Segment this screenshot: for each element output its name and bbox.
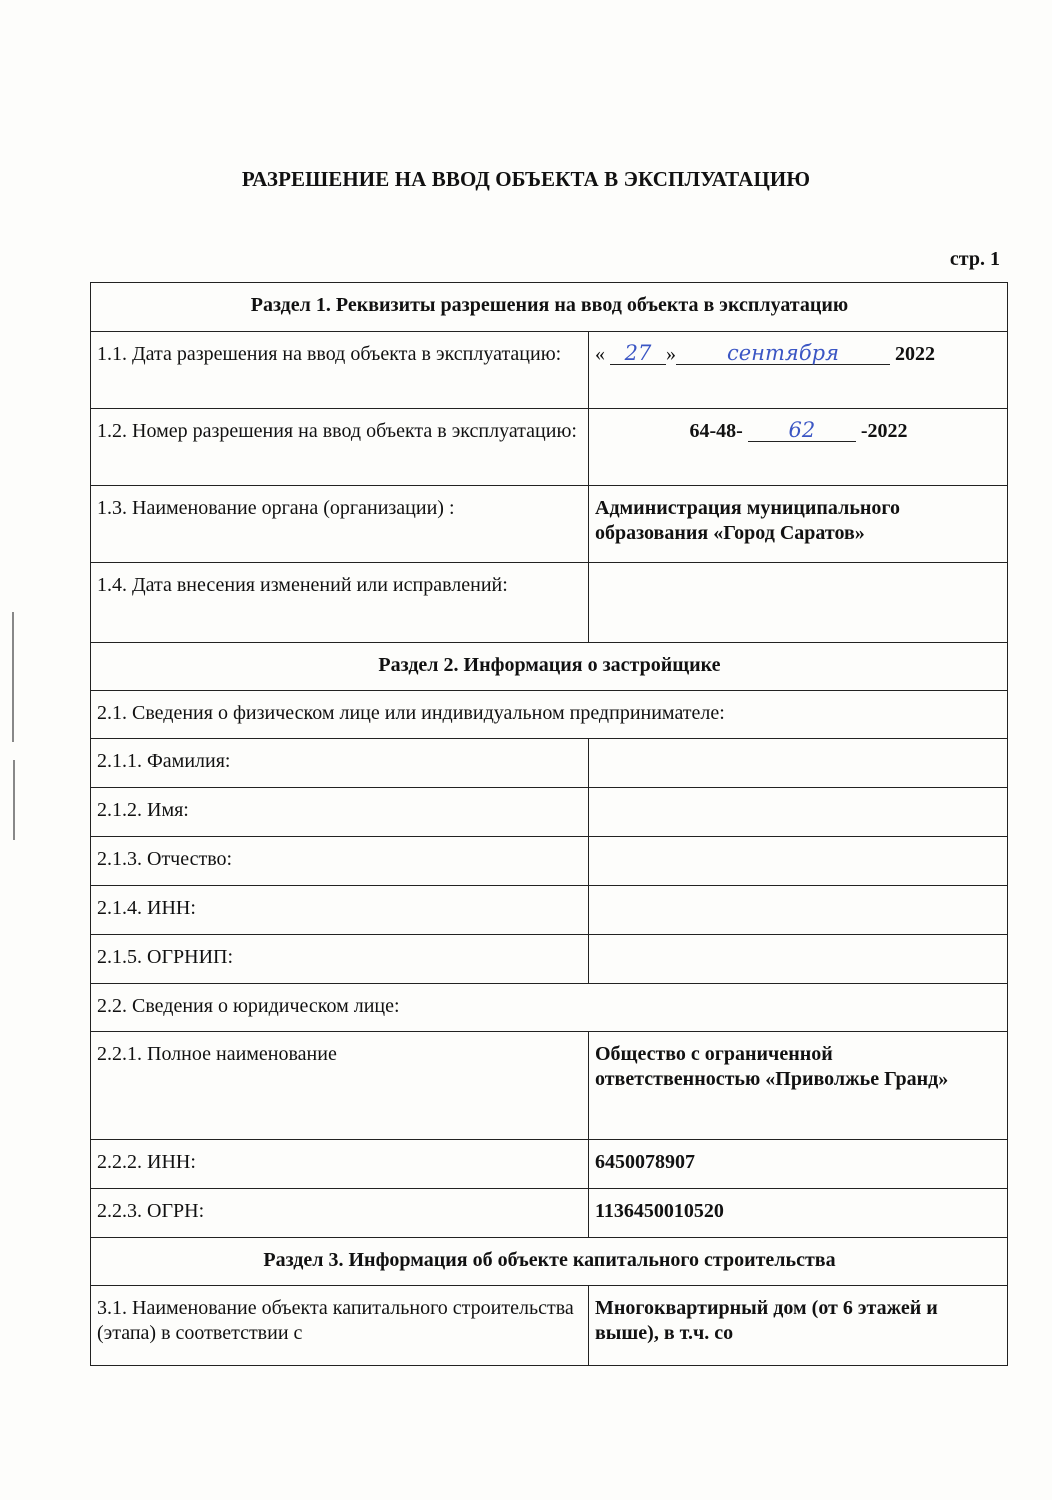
table-row <box>91 1032 1008 1140</box>
row-2-1-label: 2.1. Сведения о физическом лице или индивидуальном предпринимателе: <box>91 691 1008 739</box>
table-row <box>91 332 1008 409</box>
table-row <box>91 886 1008 935</box>
scan-edge-mark <box>13 760 15 840</box>
company-inn-value: 6450078907 <box>589 1140 1008 1189</box>
table-row <box>91 691 1008 739</box>
row-2-1-1-label: 2.1.1. Фамилия: <box>91 739 589 788</box>
table-row <box>91 643 1008 691</box>
permit-date-day: 27 <box>610 342 666 365</box>
company-name-value: Общество с ограниченной ответственностью «Приволжье Гранд» <box>589 1032 1008 1140</box>
table-row <box>91 739 1008 788</box>
permit-number-value: 62 <box>748 419 856 442</box>
permit-number-field <box>589 409 1008 486</box>
individual-inn-value <box>589 886 1008 935</box>
table-row <box>91 486 1008 563</box>
row-1-3-label: 1.3. Наименование органа (организации) : <box>91 486 589 563</box>
table-row <box>91 409 1008 486</box>
quote-close: » <box>666 343 676 365</box>
row-1-2-label: 1.2. Номер разрешения на ввод объекта в эксплуатацию: <box>91 409 589 486</box>
scan-edge-mark <box>12 612 14 742</box>
table-row <box>91 1189 1008 1238</box>
company-ogrn-value: 1136450010520 <box>589 1189 1008 1238</box>
permit-number-prefix: 64-48- <box>689 420 743 442</box>
permit-number-suffix: -2022 <box>860 420 908 442</box>
section-1-header: Раздел 1. Реквизиты разрешения на ввод объекта в эксплуатацию <box>91 283 1008 332</box>
patronymic-value <box>589 837 1008 886</box>
row-2-1-4-label: 2.1.4. ИНН: <box>91 886 589 935</box>
table-row <box>91 788 1008 837</box>
row-2-2-3-label: 2.2.3. ОГРН: <box>91 1189 589 1238</box>
table-row <box>91 1140 1008 1189</box>
first-name-value <box>589 788 1008 837</box>
permit-date-year: 2022 <box>895 343 935 365</box>
section-3-header: Раздел 3. Информация об объекте капитального строительства <box>91 1238 1008 1286</box>
object-name-value: Многоквартирный дом (от 6 этажей и выше), в т.ч. со <box>589 1286 1008 1366</box>
table-row <box>91 283 1008 332</box>
row-1-1-label: 1.1. Дата разрешения на ввод объекта в эксплуатацию: <box>91 332 589 409</box>
table-row <box>91 984 1008 1032</box>
page-number: стр. 1 <box>949 248 1000 270</box>
ogrnip-value <box>589 935 1008 984</box>
issuing-authority-value: Администрация муниципального образования «Город Саратов» <box>589 486 1008 563</box>
table-row <box>91 837 1008 886</box>
row-2-1-2-label: 2.1.2. Имя: <box>91 788 589 837</box>
amendment-date-value <box>589 563 1008 643</box>
row-3-1-label: 3.1. Наименование объекта капитального строительства (этапа) в соответствии с <box>91 1286 589 1366</box>
table-row <box>91 563 1008 643</box>
table-row <box>91 935 1008 984</box>
document-title: РАЗРЕШЕНИЕ НА ВВОД ОБЪЕКТА В ЭКСПЛУАТАЦИЮ <box>241 167 811 191</box>
permit-date-month: сентября <box>676 342 890 365</box>
row-2-1-5-label: 2.1.5. ОГРНИП: <box>91 935 589 984</box>
row-2-1-3-label: 2.1.3. Отчество: <box>91 837 589 886</box>
row-2-2-1-label: 2.2.1. Полное наименование <box>91 1032 589 1140</box>
section-2-header: Раздел 2. Информация о застройщике <box>91 643 1008 691</box>
permit-date-field <box>589 332 1008 409</box>
table-row <box>91 1238 1008 1286</box>
row-1-4-label: 1.4. Дата внесения изменений или исправлений: <box>91 563 589 643</box>
quote-open: « <box>595 343 605 365</box>
row-2-2-label: 2.2. Сведения о юридическом лице: <box>91 984 1008 1032</box>
row-2-2-2-label: 2.2.2. ИНН: <box>91 1140 589 1189</box>
surname-value <box>589 739 1008 788</box>
table-row <box>91 1286 1008 1366</box>
permit-form-table <box>90 282 1008 1366</box>
